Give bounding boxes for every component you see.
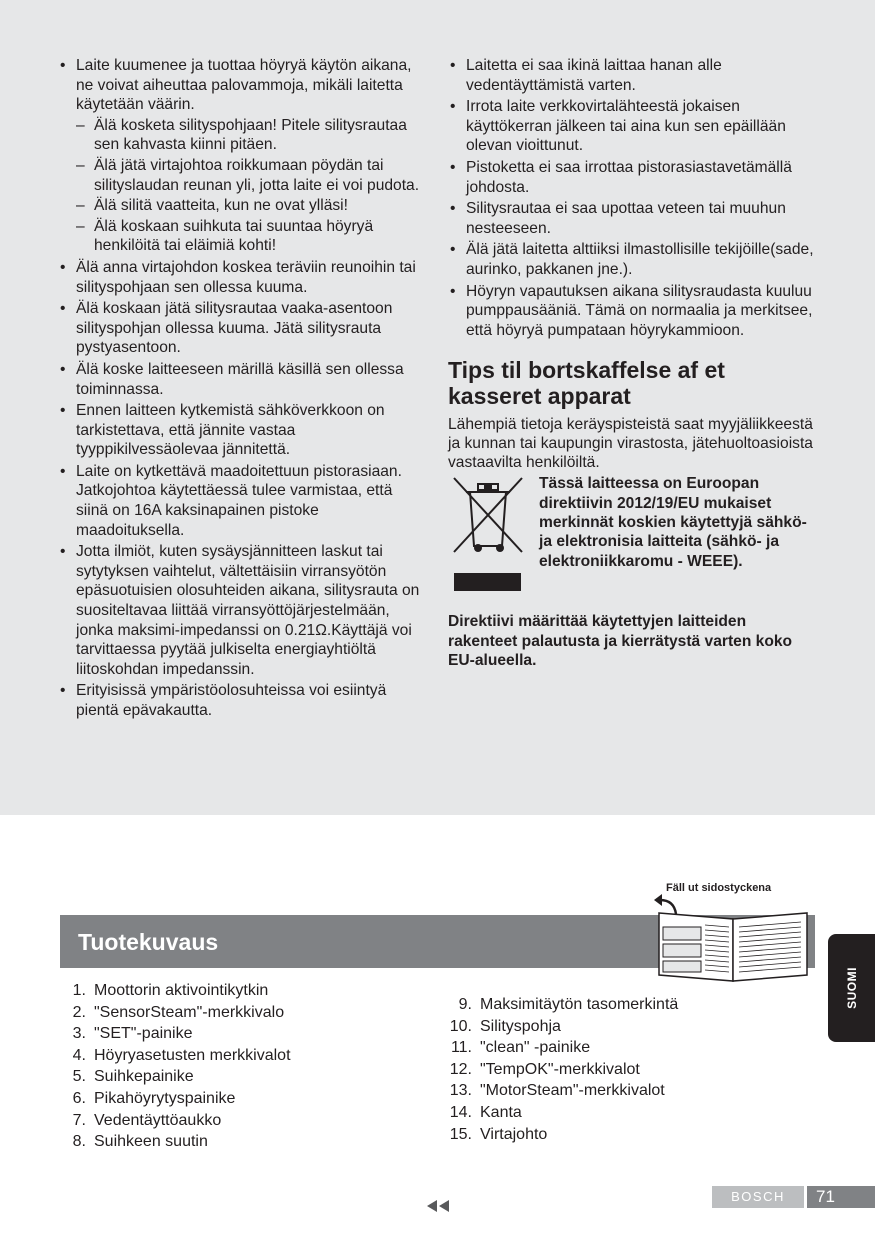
- item-number: 9.: [458, 996, 472, 1013]
- item-label: Suihkeen suutin: [94, 1133, 208, 1151]
- item-label: "clean" -painike: [480, 1039, 591, 1057]
- item-label: Kanta: [480, 1103, 522, 1121]
- item-label: Maksimitäytön tasomerkintä: [480, 996, 679, 1013]
- list-item: [62, 1002, 392, 1024]
- list-item: [62, 1023, 392, 1045]
- list-item: [58, 56, 420, 256]
- list-item: [448, 1016, 778, 1038]
- weee-black-bar: [454, 573, 521, 591]
- list-item: [448, 994, 778, 1016]
- parts-list-right: [448, 994, 778, 1145]
- list-item: [62, 980, 392, 1002]
- list-item: • Laitetta ei saa ikinä laittaa hanan alle vedentäyttämistä varten.: [448, 56, 814, 95]
- page-number: 71: [807, 1186, 875, 1208]
- section-title: Tuotekuvaus: [78, 929, 219, 955]
- item-label: Suihkepainike: [94, 1068, 194, 1086]
- list-item: • Erityisissä ympäristöolosuhteissa voi esiintyä pientä epävakautta.: [58, 681, 420, 720]
- fold-out-label: Fäll ut sidostyckena: [666, 882, 772, 894]
- list-item: • Silitysrautaa ei saa upottaa veteen tai muuhun nesteeseen.: [448, 199, 814, 238]
- list-item: • Laite on kytkettävä maadoitettuun pistorasiaan. Jatkojohtoa käytettäessä tulee varmistaa, että siinä on 16A kaksinapainen pistoke maadoituksella.: [58, 462, 420, 540]
- weee-text: Tässä laitteessa on Euroopan direktiivin 2012/19/EU mukaiset merkinnät koskien käytettyjä sähkö- ja elektronisia laitteita (sähkö- ja elektroniikkaromu - WEEE).: [539, 475, 807, 570]
- item-label: "TempOK"-merkkivalot: [480, 1060, 640, 1078]
- item-number: 4.: [72, 1046, 86, 1064]
- brand-label: BOSCH: [712, 1186, 804, 1208]
- item-label: Pikahöyrytyspainike: [94, 1089, 236, 1107]
- list-item: • Jotta ilmiöt, kuten sysäysjännitteen laskut tai sytytyksen vaihtelut, vältettäisiin virransyötön epäsuotuisien olosuhteiden aikana, silitysrauta on suositeltavaa liittää virransyöttöjärjestelmään, jonka maksimi-impedanssi on 0.21Ω.Käyttäjä voi tarvittaessa pyytää julkiselta energiayhtiöltä liitoskohdan impedanssin.: [58, 542, 420, 679]
- list-item: – Älä jätä virtajohtoa roikkumaan pöydän tai silityslaudan reunan yli, jotta laite ei voi pudota.: [76, 156, 420, 195]
- item-label: Moottorin aktivointikytkin: [94, 982, 269, 999]
- item-number: 13.: [449, 1082, 472, 1100]
- directive-text: Direktiivi määrittää käytettyjen laitteiden rakenteet palautusta ja kierrätystä varten koko EU-alueella.: [448, 613, 793, 669]
- disposal-intro: Lähempiä tietoja keräyspisteistä saat myyjäliikkeestä ja kunnan tai kaupungin virastosta, jätehuoltoasioista vastaavilta henkilöiltä.: [448, 416, 813, 472]
- list-item: [62, 1088, 392, 1110]
- list-item: • Älä anna virtajohdon koskea teräviin reunoihin tai silityspohjaan sen ollessa kuuma.: [58, 258, 420, 297]
- list-item: • Älä koske laitteeseen märillä käsillä sen ollessa toiminnassa.: [58, 360, 420, 399]
- right-bullet-list: [448, 56, 814, 340]
- item-number: 12.: [449, 1060, 472, 1078]
- item-number: 14.: [449, 1103, 472, 1121]
- left-column: [58, 56, 420, 723]
- item-label: Silityspohja: [480, 1017, 561, 1035]
- parts-list-left: [62, 980, 392, 1153]
- list-item: • Pistoketta ei saa irrottaa pistorasiastavetämällä johdosta.: [448, 158, 814, 197]
- list-item: [62, 1131, 392, 1153]
- list-item: • Höyryn vapautuksen aikana silitysraudasta kuuluu pumppausääniä. Tämä on normaalia ja merkitsee, että höyryä pumpataan höyrykammioon.: [448, 282, 814, 341]
- list-item: • Älä jätä laitetta alttiiksi ilmastollisille tekijöille(sade, aurinko, pakkanen jne.).: [448, 240, 814, 279]
- left-bullet-list: [58, 56, 420, 721]
- item-label: "SET"-painike: [94, 1025, 193, 1043]
- dash-sublist: [76, 116, 420, 256]
- language-label: SUOMI: [844, 967, 859, 1009]
- language-tab: [828, 934, 875, 1042]
- item-label: "SensorSteam"-merkkivalo: [94, 1003, 285, 1021]
- list-item: [448, 1080, 778, 1102]
- list-item: [62, 1110, 392, 1132]
- list-item: • Älä koskaan jätä silitysrautaa vaaka-asentoon silityspohjan ollessa kuuma. Jätä silitysrauta pystyasentoon.: [58, 299, 420, 358]
- open-book-icon: [655, 905, 811, 983]
- list-item: • Irrota laite verkkovirtalähteestä jokaisen käyttökerran jälkeen tai aina kun sen epäillään olevan vioittunut.: [448, 97, 814, 156]
- item-label: "MotorSteam"-merkkivalot: [480, 1082, 665, 1100]
- item-label: Höyryasetusten merkkivalot: [94, 1046, 291, 1064]
- item-number: 7.: [72, 1111, 86, 1129]
- item-number: 11.: [450, 1039, 472, 1057]
- list-item: [448, 1059, 778, 1081]
- list-item: – Älä kosketa silityspohjaan! Pitele silitysrautaa sen kahvasta kiinni pitäen.: [76, 116, 420, 155]
- list-item: – Älä silitä vaatteita, kun ne ovat ylläsi!: [76, 196, 420, 216]
- list-item: [62, 1045, 392, 1067]
- item-number: 5.: [72, 1068, 86, 1086]
- list-item: [448, 1124, 778, 1146]
- list-item: – Älä koskaan suihkuta tai suuntaa höyryä henkilöitä tai eläimiä kohti!: [76, 217, 420, 256]
- right-column: [448, 56, 814, 670]
- list-item: • Ennen laitteen kytkemistä sähköverkkoon on tarkistettava, että jännite vastaa tyyppikilvessäolevaa jännitettä.: [58, 401, 420, 460]
- item-number: 1.: [72, 982, 86, 999]
- bullet-text: Laite kuumenee ja tuottaa höyryä käytön aikana, ne voivat aiheuttaa palovammoja, mikäli laitetta käytetään väärin.: [76, 57, 412, 114]
- item-number: 10.: [449, 1017, 472, 1035]
- weee-block: [448, 474, 814, 614]
- double-left-arrow-icon[interactable]: [425, 1199, 451, 1213]
- item-label: Virtajohto: [480, 1125, 548, 1143]
- item-number: 3.: [72, 1025, 86, 1043]
- list-item: [62, 1066, 392, 1088]
- item-number: 2.: [72, 1003, 86, 1021]
- item-label: Vedentäyttöaukko: [94, 1111, 222, 1129]
- item-number: 15.: [449, 1125, 472, 1143]
- item-number: 6.: [72, 1089, 86, 1107]
- list-item: [448, 1102, 778, 1124]
- item-number: 8.: [72, 1133, 86, 1151]
- disposal-heading: Tips til bortskaffelse af et kasseret apparat: [448, 357, 725, 410]
- crossed-out-wheelie-bin-icon: [448, 474, 528, 554]
- list-item: [448, 1037, 778, 1059]
